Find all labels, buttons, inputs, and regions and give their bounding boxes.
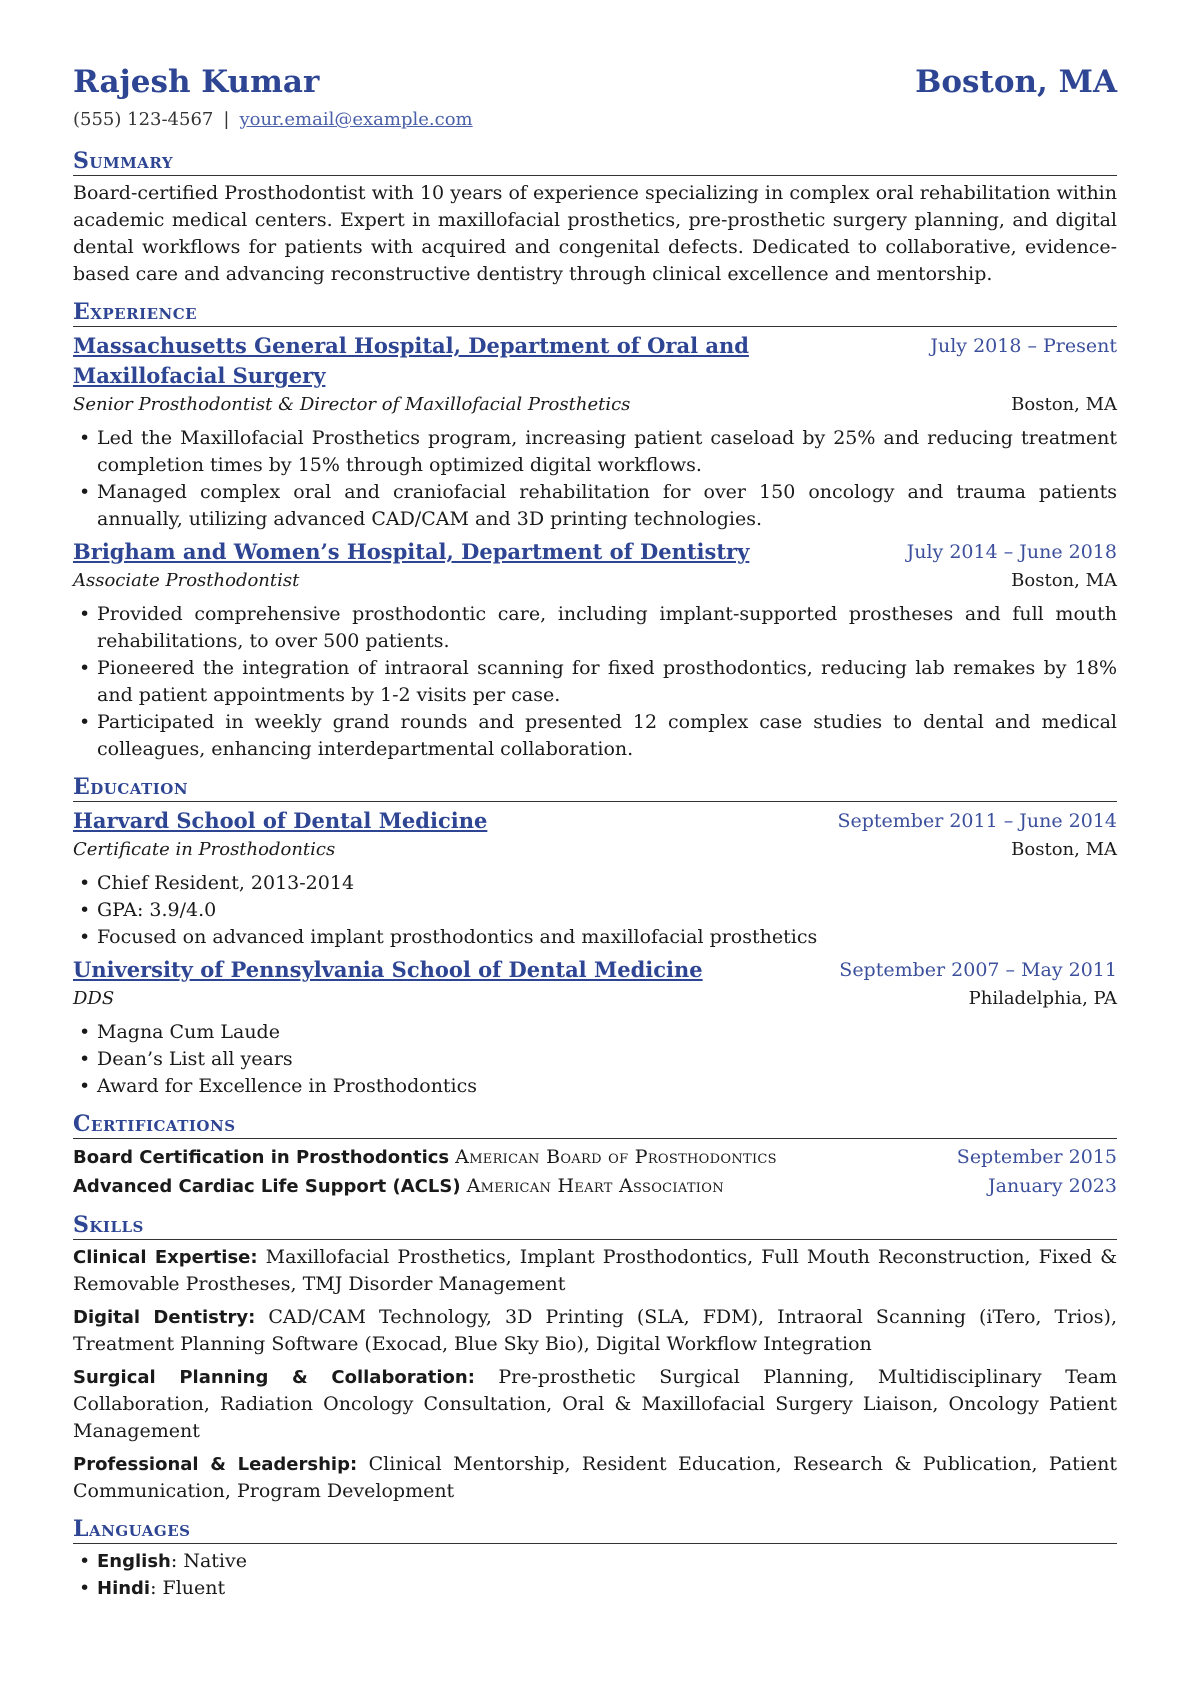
- school-link[interactable]: University of Pennsylvania School of Dental Medicine: [73, 957, 703, 982]
- org-link[interactable]: Massachusetts General Hospital, Department of Oral and Maxillofacial Surgery: [73, 333, 749, 388]
- date-range: September 2011 – June 2014: [837, 810, 1117, 832]
- education-entry: [73, 955, 1117, 1100]
- contact-line: [73, 106, 1117, 133]
- certification-row: [73, 1143, 1117, 1172]
- skill-group: [73, 1304, 1117, 1358]
- job-title: Senior Prosthodontist & Director of Maxillofacial Prosthetics: [73, 394, 631, 415]
- list-item: • Provided comprehensive prosthodontic care, including implant-supported prostheses and full mouth rehabilitations, to over 500 patients.: [73, 601, 1117, 655]
- list-item: • Magna Cum Laude: [73, 1019, 1117, 1046]
- date-range: September 2007 – May 2011: [839, 959, 1117, 981]
- certification-row: [73, 1172, 1117, 1201]
- certification-name: Advanced Cardiac Life Support (ACLS): [73, 1176, 461, 1197]
- section-title-certifications: Certifications: [73, 1110, 1117, 1139]
- school-link[interactable]: Harvard School of Dental Medicine: [73, 808, 488, 833]
- skill-text: Clinical Mentorship, Resident Education, Research & Publication, Patient Communication, Program Development: [73, 1453, 1118, 1502]
- skill-group: [73, 1364, 1117, 1445]
- skill-label: Professional & Leadership:: [73, 1454, 358, 1475]
- list-item: • Led the Maxillofacial Prosthetics program, increasing patient caseload by 25% and reducing treatment completion times by 15% through optimized digital workflows.: [73, 425, 1117, 479]
- email-link[interactable]: your.email@example.com: [239, 109, 473, 130]
- certification-list: [73, 1143, 1117, 1201]
- section-title-education: Education: [73, 773, 1117, 802]
- section-title-summary: Summary: [73, 147, 1117, 176]
- list-item: • Award for Excellence in Prosthodontics: [73, 1073, 1117, 1100]
- language-name: Hindi: [97, 1578, 151, 1599]
- section-title-experience: Experience: [73, 298, 1117, 327]
- list-item: • Pioneered the integration of intraoral scanning for fixed prosthodontics, reducing lab remakes by 18% and patient appointments by 1-2 visits per case.: [73, 655, 1117, 709]
- bullet-list: [73, 870, 1117, 951]
- list-item: • Focused on advanced implant prosthodontics and maxillofacial prosthetics: [73, 924, 1117, 951]
- org-link[interactable]: Brigham and Women’s Hospital, Department of Dentistry: [73, 539, 750, 564]
- candidate-name: Rajesh Kumar: [73, 64, 320, 100]
- job-location: Boston, MA: [1011, 570, 1117, 591]
- certification-date: September 2015: [956, 1146, 1117, 1168]
- bullet-list: [73, 601, 1117, 763]
- job-title: Associate Prosthodontist: [73, 570, 300, 591]
- school-location: Boston, MA: [1011, 839, 1117, 860]
- contact-separator: |: [223, 109, 230, 130]
- skill-label: Clinical Expertise:: [73, 1247, 258, 1268]
- skill-label: Surgical Planning & Collaboration:: [73, 1367, 475, 1388]
- languages-list: [73, 1548, 1117, 1602]
- list-item: • Chief Resident, 2013-2014: [73, 870, 1117, 897]
- skill-label: Digital Dentistry:: [73, 1307, 256, 1328]
- section-title-skills: Skills: [73, 1211, 1117, 1240]
- experience-entry: [73, 331, 1117, 533]
- skill-text: Maxillofacial Prosthetics, Implant Prosthodontics, Full Mouth Reconstruction, Fixed & Removable Prostheses, TMJ Disorder Management: [73, 1246, 1117, 1295]
- date-range: July 2018 – Present: [930, 335, 1117, 357]
- language-name: English: [97, 1551, 171, 1572]
- certification-issuer: American Heart Association: [466, 1175, 724, 1197]
- skill-text: CAD/CAM Technology, 3D Printing (SLA, FDM), Intraoral Scanning (iTero, Trios), Treatment Planning Software (Exocad, Blue Sky Bio), Digital Workflow Integration: [73, 1306, 1117, 1355]
- skill-group: [73, 1244, 1117, 1298]
- skill-text: Pre-prosthetic Surgical Planning, Multidisciplinary Team Collaboration, Radiation Oncology Consultation, Oral & Maxillofacial Surgery Liaison, Oncology Patient Management: [73, 1366, 1117, 1442]
- bullet-list: [73, 1019, 1117, 1100]
- certification-issuer: American Board of Prosthodontics: [455, 1146, 777, 1168]
- candidate-location: Boston, MA: [915, 64, 1117, 100]
- skill-group: [73, 1451, 1117, 1505]
- experience-entry: [73, 537, 1117, 763]
- list-item: [73, 1548, 1117, 1575]
- certification-name: Board Certification in Prosthodontics: [73, 1147, 450, 1168]
- resume-header: [73, 62, 1117, 102]
- list-item: [73, 1575, 1117, 1602]
- list-item: • Dean’s List all years: [73, 1046, 1117, 1073]
- school-location: Philadelphia, PA: [968, 988, 1117, 1009]
- list-item: • Participated in weekly grand rounds and presented 12 complex case studies to dental and medical colleagues, enhancing interdepartmental collaboration.: [73, 709, 1117, 763]
- date-range: July 2014 – June 2018: [906, 541, 1117, 563]
- degree: Certificate in Prosthodontics: [73, 839, 336, 860]
- summary-text: Board-certified Prosthodontist with 10 years of experience specializing in complex oral rehabilitation within academic medical centers. Expert in maxillofacial prosthetics, pre-prosthetic surgery planning, and digital dental workflows for patients with acquired and congenital defects. Dedicated to collaborative, evidence-based care and advancing reconstructive dentistry through clinical excellence and mentorship.: [73, 182, 1117, 285]
- language-level: : Native: [170, 1550, 247, 1572]
- degree: DDS: [73, 988, 115, 1009]
- list-item: • GPA: 3.9/4.0: [73, 897, 1117, 924]
- language-level: : Fluent: [150, 1577, 226, 1599]
- certification-date: January 2023: [988, 1175, 1117, 1197]
- phone-number: (555) 123-4567: [73, 109, 214, 130]
- bullet-list: [73, 425, 1117, 533]
- job-location: Boston, MA: [1011, 394, 1117, 415]
- section-title-languages: Languages: [73, 1515, 1117, 1544]
- list-item: • Managed complex oral and craniofacial rehabilitation for over 150 oncology and trauma patients annually, utilizing advanced CAD/CAM and 3D printing technologies.: [73, 479, 1117, 533]
- skills-list: [73, 1244, 1117, 1505]
- education-entry: [73, 806, 1117, 951]
